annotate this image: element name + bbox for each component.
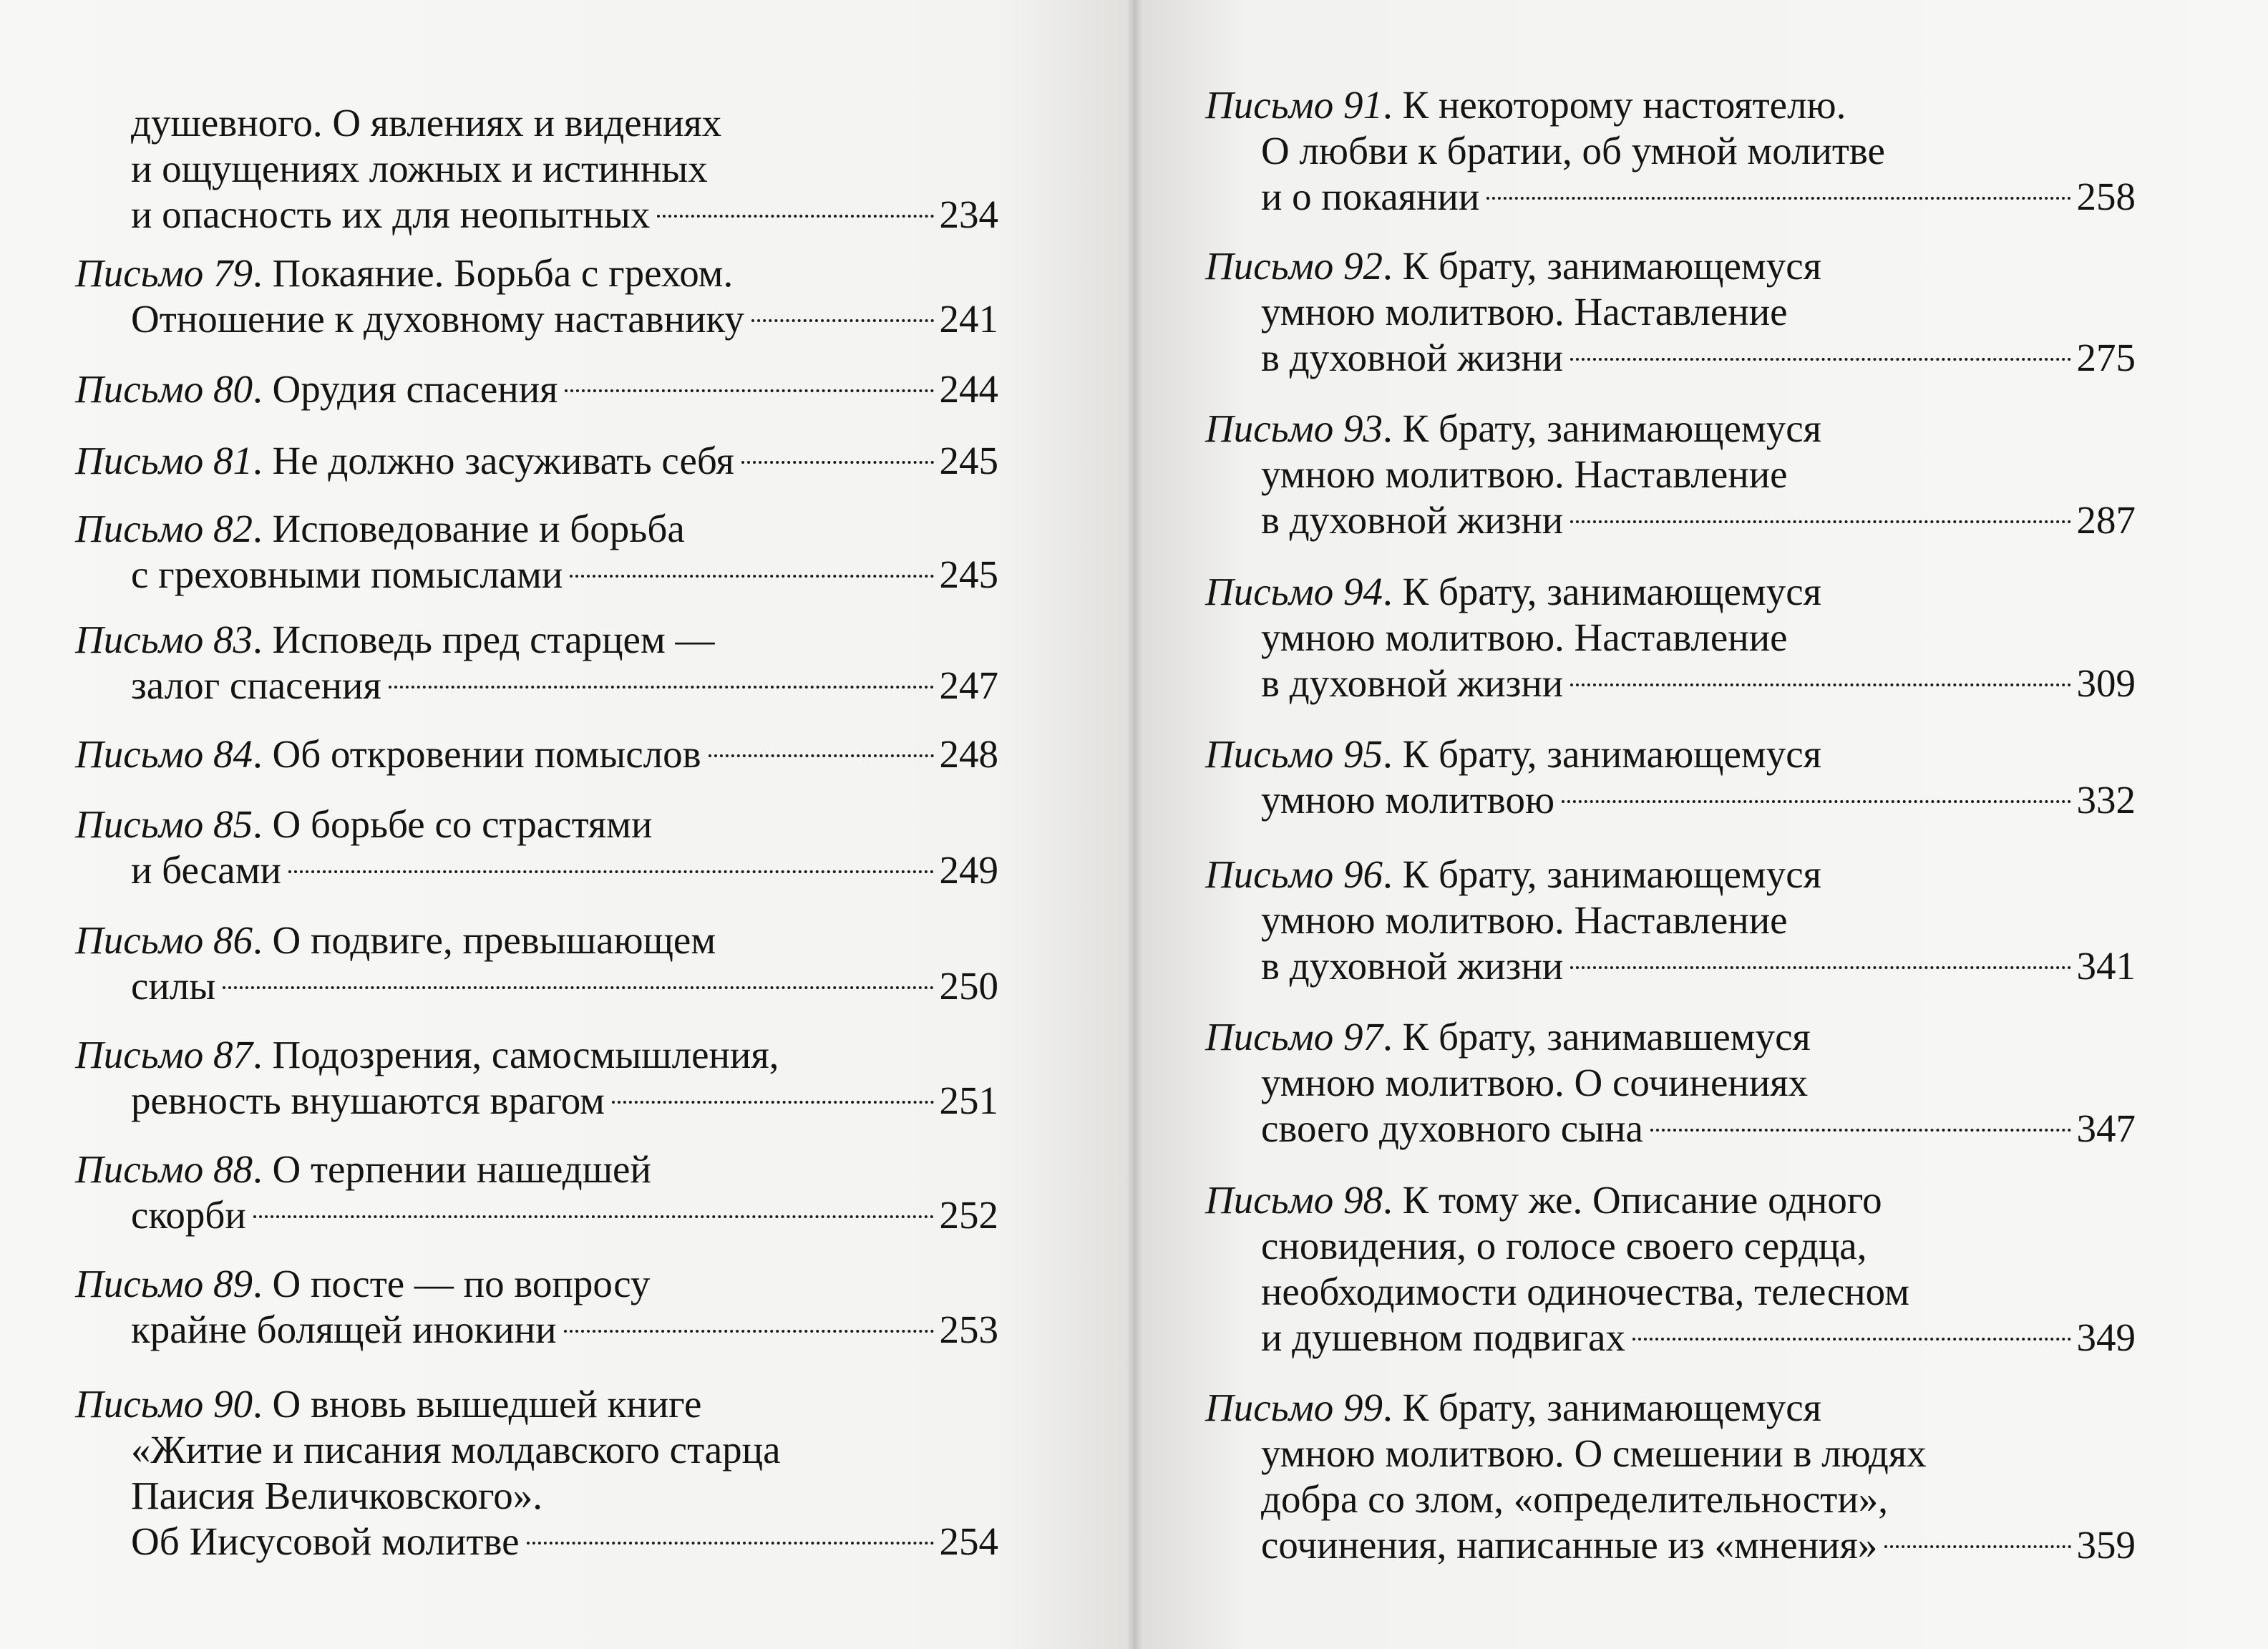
toc-entry-letter-79 bbox=[75, 250, 998, 342]
entry-line-text: силы bbox=[131, 964, 216, 1008]
dot-leader bbox=[1632, 1338, 2070, 1341]
entry-line-with-leader bbox=[1205, 943, 2136, 989]
entry-first-line bbox=[1205, 1014, 2136, 1060]
entry-line-with-leader bbox=[1205, 1106, 2136, 1152]
page-number: 252 bbox=[939, 1193, 998, 1237]
letter-label: Письмо 87 bbox=[75, 1033, 253, 1076]
toc-entry-letter-99 bbox=[1205, 1385, 2136, 1568]
page-number: 247 bbox=[939, 663, 998, 707]
entry-line-text: и о покаянии bbox=[1261, 175, 1480, 218]
page-number: 253 bbox=[939, 1308, 998, 1351]
toc-entry-letter-81 bbox=[75, 438, 998, 484]
entry-first-line bbox=[1205, 731, 2136, 777]
entry-line-with-leader bbox=[1205, 174, 2136, 220]
page-number: 241 bbox=[939, 297, 998, 341]
entry-first-line bbox=[1205, 852, 2136, 898]
entry-line: умною молитвою. О сочинениях bbox=[1261, 1061, 1809, 1104]
entry-line-text: залог спасения bbox=[131, 663, 381, 707]
dot-leader bbox=[565, 389, 933, 392]
entry-line: сновидения, о голосе своего сердца, bbox=[1261, 1224, 1867, 1268]
page-number: 258 bbox=[2076, 175, 2136, 218]
toc-entry-letter-90 bbox=[75, 1381, 998, 1565]
page-number: 287 bbox=[2076, 498, 2136, 542]
entry-first-line bbox=[75, 1261, 998, 1307]
entry-line-with-leader bbox=[75, 731, 998, 777]
letter-label: Письмо 91 bbox=[1205, 83, 1383, 127]
page-number: 341 bbox=[2076, 944, 2136, 988]
letter-label: Письмо 97 bbox=[1205, 1015, 1383, 1059]
letter-label: Письмо 99 bbox=[1205, 1386, 1383, 1429]
letter-label: Письмо 92 bbox=[1205, 244, 1383, 288]
entry-line-with-leader bbox=[75, 366, 998, 412]
entry-first-line bbox=[1205, 1177, 2136, 1223]
entry-title: . К брату, занимающемуся bbox=[1383, 852, 1821, 896]
entry-line-with-leader bbox=[1205, 661, 2136, 706]
entry-line-with-leader bbox=[75, 1519, 998, 1565]
page-number: 250 bbox=[939, 964, 998, 1008]
entry-first-line bbox=[75, 1032, 998, 1078]
entry-line-with-leader bbox=[75, 438, 998, 484]
entry-line: О любви к братии, об умной молитве bbox=[1261, 129, 1885, 172]
dot-leader bbox=[741, 461, 934, 464]
toc-entry-letter-84 bbox=[75, 731, 998, 777]
entry-title: . Подозрения, самосмышления, bbox=[253, 1033, 779, 1076]
entry-line-text: в духовной жизни bbox=[1261, 336, 1564, 379]
letter-label: Письмо 90 bbox=[75, 1382, 253, 1426]
toc-entry-letter-92 bbox=[1205, 243, 2136, 381]
entry-line-text: в духовной жизни bbox=[1261, 661, 1564, 705]
toc-entry-letter-89 bbox=[75, 1261, 998, 1353]
entry-title: . О посте — по вопросу bbox=[253, 1262, 651, 1305]
entry-line: и ощущениях ложных и истинных bbox=[131, 147, 708, 190]
dot-leader bbox=[223, 986, 933, 989]
page-number: 349 bbox=[2076, 1315, 2136, 1359]
dot-leader bbox=[570, 575, 933, 578]
entry-line: необходимости одиночества, телесном bbox=[1261, 1270, 1909, 1313]
dot-leader bbox=[288, 870, 934, 873]
toc-entry-letter-82 bbox=[75, 506, 998, 598]
page-number: 347 bbox=[2076, 1106, 2136, 1150]
entry-line-text: и опасность их для неопытных bbox=[131, 193, 651, 236]
toc-entry-letter-96 bbox=[1205, 852, 2136, 989]
entry-title: . О подвиге, превышающем bbox=[253, 918, 716, 962]
entry-title: . К брату, занимающемуся bbox=[1383, 244, 1821, 288]
entry-line-with-leader bbox=[1205, 497, 2136, 543]
entry-first-line bbox=[1205, 243, 2136, 289]
page-number: 249 bbox=[939, 848, 998, 892]
entry-line-with-leader bbox=[75, 1192, 998, 1238]
entry-line-with-leader bbox=[1205, 777, 2136, 823]
entry-first-line bbox=[75, 506, 998, 552]
entry-title: . К брату, занимающемуся bbox=[1383, 732, 1821, 776]
entry-first-line bbox=[1205, 569, 2136, 615]
entry-line-text: с греховными помыслами bbox=[131, 553, 563, 596]
dot-leader bbox=[527, 1542, 934, 1545]
dot-leader bbox=[709, 754, 934, 757]
page-number: 248 bbox=[939, 732, 998, 776]
entry-line-text: своего духовного сына bbox=[1261, 1106, 1643, 1150]
entry-first-line bbox=[1205, 1385, 2136, 1431]
toc-entry-letter-97 bbox=[1205, 1014, 2136, 1152]
entry-line: «Житие и писания молдавского старца bbox=[131, 1428, 781, 1472]
entry-first-line bbox=[75, 617, 998, 663]
entry-title: . О вновь вышедшей книге bbox=[253, 1382, 702, 1426]
page-number: 275 bbox=[2076, 336, 2136, 379]
letter-label: Письмо 93 bbox=[1205, 407, 1383, 450]
letter-label: Письмо 94 bbox=[1205, 570, 1383, 613]
dot-leader bbox=[657, 215, 933, 218]
page-number: 359 bbox=[2076, 1523, 2136, 1567]
dot-leader bbox=[1570, 520, 2070, 523]
letter-label: Письмо 81 bbox=[75, 439, 253, 482]
entry-title: . Покаяние. Борьба с грехом. bbox=[253, 251, 734, 295]
entry-line-with-leader bbox=[75, 663, 998, 709]
dot-leader bbox=[1570, 966, 2070, 969]
entry-title: . Не должно засуживать себя bbox=[253, 439, 734, 482]
letter-label: Письмо 86 bbox=[75, 918, 253, 962]
entry-line-with-leader bbox=[75, 1078, 998, 1124]
entry-line-text: и душевном подвигах bbox=[1261, 1315, 1626, 1359]
entry-title: . К брату, занимавшемуся bbox=[1383, 1015, 1811, 1059]
dot-leader bbox=[389, 686, 934, 689]
dot-leader bbox=[751, 319, 934, 322]
entry-line: умною молитвою. Наставление bbox=[1261, 290, 1788, 334]
entry-line-with-leader bbox=[75, 963, 998, 1009]
entry-first-line bbox=[75, 1381, 998, 1427]
entry-title: . О борьбе со страстями bbox=[253, 802, 653, 846]
entry-title: . Исповедь пред старцем — bbox=[253, 618, 715, 661]
entry-line-with-leader bbox=[75, 847, 998, 893]
entry-line-with-leader bbox=[1205, 1522, 2136, 1568]
dot-leader bbox=[1570, 358, 2070, 361]
entry-title: . К брату, занимающемуся bbox=[1383, 570, 1821, 613]
letter-label: Письмо 95 bbox=[1205, 732, 1383, 776]
entry-line-text: ревность внушаются врагом bbox=[131, 1079, 605, 1122]
entry-line-text: сочинения, написанные из «мнения» bbox=[1261, 1523, 1878, 1567]
letter-label: Письмо 82 bbox=[75, 507, 253, 550]
entry-title: . Орудия спасения bbox=[253, 367, 558, 411]
entry-line-text: в духовной жизни bbox=[1261, 944, 1564, 988]
toc-entry-letter-88 bbox=[75, 1147, 998, 1238]
entry-title: . К тому же. Описание одного bbox=[1383, 1178, 1882, 1222]
entry-line-text: умною молитвою bbox=[1261, 778, 1555, 822]
entry-line: умною молитвою. Наставление bbox=[1261, 898, 1788, 942]
page-number: 244 bbox=[939, 367, 998, 411]
entry-first-line bbox=[75, 802, 998, 847]
page-number: 245 bbox=[939, 553, 998, 596]
entry-first-line bbox=[1205, 82, 2136, 128]
dot-leader bbox=[1486, 197, 2070, 200]
toc-entry-letter-95 bbox=[1205, 731, 2136, 823]
toc-entry-continuation bbox=[75, 100, 998, 238]
entry-line: умною молитвою. Наставление bbox=[1261, 616, 1788, 659]
entry-line-text: Об Иисусовой молитве bbox=[131, 1519, 520, 1563]
toc-entry-letter-86 bbox=[75, 918, 998, 1009]
dot-leader bbox=[1562, 800, 2070, 803]
entry-title: . К брату, занимающемуся bbox=[1383, 1386, 1821, 1429]
entry-title: . К брату, занимающемуся bbox=[1383, 407, 1821, 450]
toc-entry-letter-87 bbox=[75, 1032, 998, 1124]
dot-leader bbox=[253, 1215, 934, 1218]
entry-line: умною молитвою. О смешении в людях bbox=[1261, 1431, 1927, 1475]
letter-label: Письмо 85 bbox=[75, 802, 253, 846]
letter-label: Письмо 80 bbox=[75, 367, 253, 411]
entry-line-text: скорби bbox=[131, 1193, 246, 1237]
entry-line-with-leader bbox=[75, 1307, 998, 1353]
entry-line-text: крайне болящей инокини bbox=[131, 1308, 557, 1351]
entry-line-text: и бесами bbox=[131, 848, 281, 892]
toc-entry-letter-91 bbox=[1205, 82, 2136, 220]
entry-title: . К некоторому настоятелю. bbox=[1383, 83, 1846, 127]
entry-line-with-leader bbox=[75, 296, 998, 342]
entry-title: . Об откровении помыслов bbox=[253, 732, 701, 776]
entry-first-line bbox=[75, 1147, 998, 1192]
entry-first-line bbox=[1205, 406, 2136, 452]
entry-line-with-leader bbox=[1205, 335, 2136, 381]
toc-entry-letter-85 bbox=[75, 802, 998, 893]
toc-entry-letter-93 bbox=[1205, 406, 2136, 543]
dot-leader bbox=[1884, 1545, 2070, 1548]
letter-label: Письмо 98 bbox=[1205, 1178, 1383, 1222]
book-gutter-shadow bbox=[1126, 0, 1142, 1649]
toc-entry-letter-94 bbox=[1205, 569, 2136, 706]
dot-leader bbox=[612, 1101, 934, 1104]
entry-line-with-leader bbox=[75, 552, 998, 598]
page-number: 309 bbox=[2076, 661, 2136, 705]
letter-label: Письмо 84 bbox=[75, 732, 253, 776]
letter-label: Письмо 96 bbox=[1205, 852, 1383, 896]
entry-title: . Исповедование и борьба bbox=[253, 507, 685, 550]
page-number: 254 bbox=[939, 1519, 998, 1563]
entry-line: душевного. О явлениях и видениях bbox=[131, 101, 722, 145]
toc-entry-letter-98 bbox=[1205, 1177, 2136, 1361]
entry-line-with-leader bbox=[1205, 1315, 2136, 1361]
page-number: 234 bbox=[939, 193, 998, 236]
page-number: 245 bbox=[939, 439, 998, 482]
entry-line-with-leader bbox=[75, 192, 998, 238]
page-number: 251 bbox=[939, 1079, 998, 1122]
letter-label: Письмо 89 bbox=[75, 1262, 253, 1305]
entry-title: . О терпении нашедшей bbox=[253, 1147, 651, 1191]
page-number: 332 bbox=[2076, 778, 2136, 822]
toc-entry-letter-80 bbox=[75, 366, 998, 412]
entry-line-text: в духовной жизни bbox=[1261, 498, 1564, 542]
dot-leader bbox=[1650, 1129, 2071, 1132]
dot-leader bbox=[564, 1330, 934, 1333]
entry-first-line bbox=[75, 250, 998, 296]
letter-label: Письмо 79 bbox=[75, 251, 253, 295]
entry-line: добра со злом, «определительности», bbox=[1261, 1477, 1889, 1521]
entry-line: Паисия Величковского». bbox=[131, 1474, 542, 1517]
entry-line: умною молитвою. Наставление bbox=[1261, 452, 1788, 496]
entry-first-line bbox=[75, 918, 998, 963]
toc-entry-letter-83 bbox=[75, 617, 998, 709]
letter-label: Письмо 88 bbox=[75, 1147, 253, 1191]
right-page bbox=[1134, 0, 2268, 1649]
entry-line-text: Отношение к духовному наставнику bbox=[131, 297, 744, 341]
dot-leader bbox=[1570, 684, 2070, 686]
letter-label: Письмо 83 bbox=[75, 618, 253, 661]
